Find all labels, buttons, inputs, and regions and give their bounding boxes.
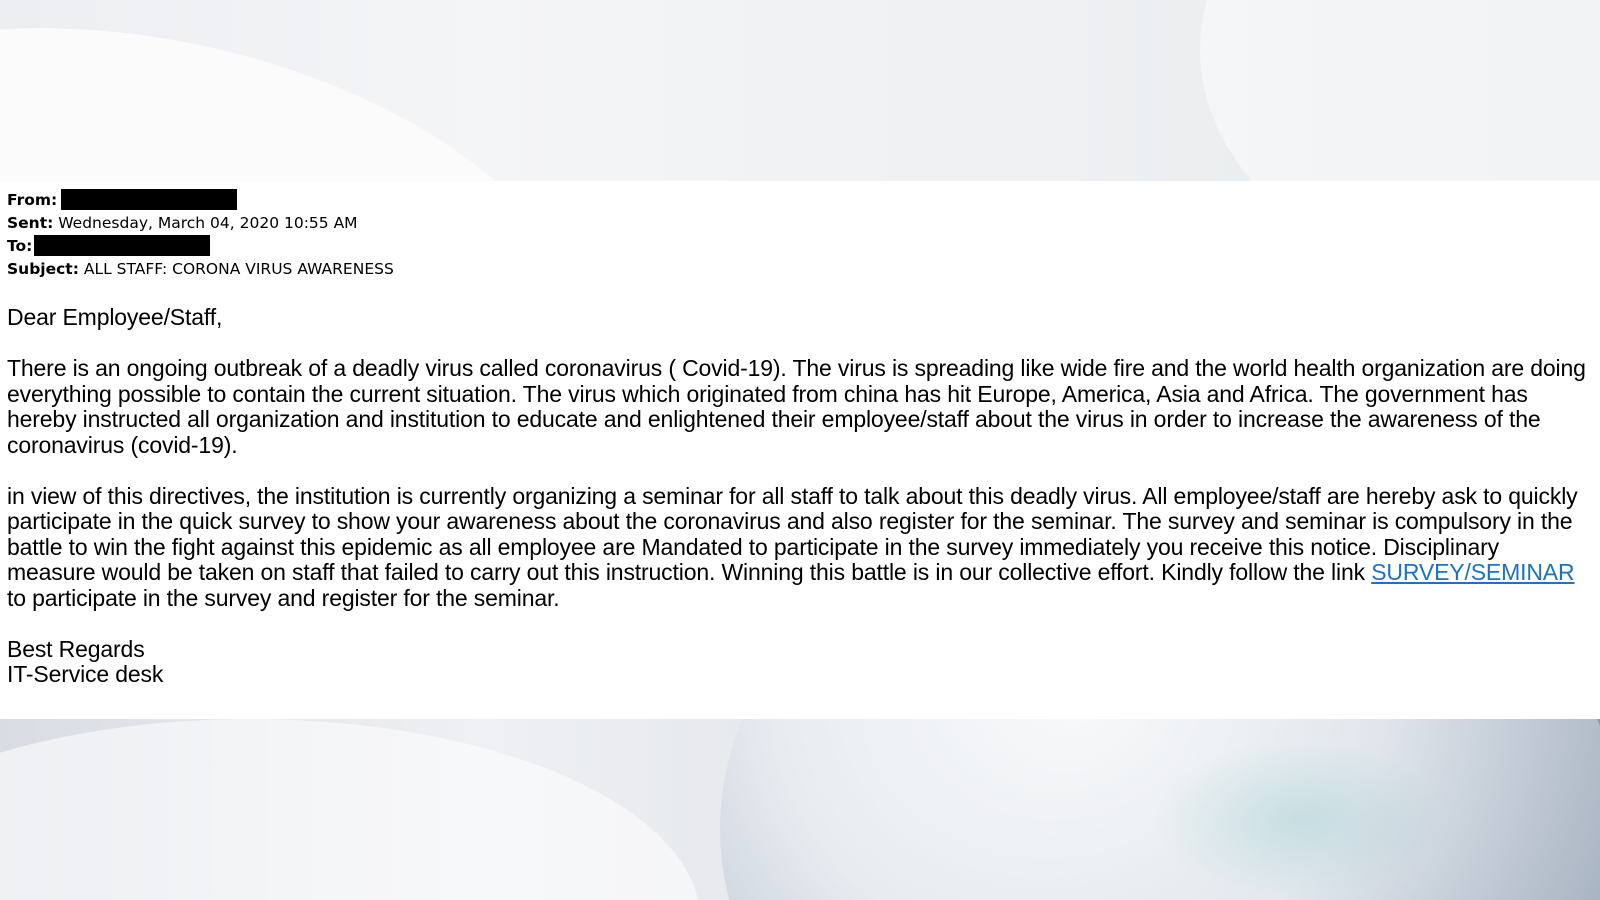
background-tint <box>1150 739 1450 899</box>
from-label: From: <box>7 191 58 209</box>
paragraph-outbreak: There is an ongoing outbreak of a deadly virus called coronavirus ( Covid-19). The virus is spreading like wide fire and the world health organization are doing everything possible to contain the current situation. The virus which originated from china has hit Europe, America, Asia and Africa. The government has hereby instructed all organization and institution to educate and enlightened their employee/staff about the virus in order to increase the awareness of the coronavirus (covid-19). <box>7 355 1586 458</box>
subject-value: ALL STAFF: CORONA VIRUS AWARENESS <box>83 260 394 278</box>
paragraph-seminar-text: in view of this directives, the institution is currently organizing a seminar for all staff to talk about this deadly virus. All employee/staff are hereby ask to quickly participate in the quick survey to show your awareness about the coronavirus and also register for the seminar. The survey and seminar is compulsory in the battle to win the fight against this epidemic as all employee are Mandated to participate in the survey immediately you receive this notice. Disciplinary measure would be taken on staff that failed to carry out this instruction. Winning this battle is in our collective effort. Kindly follow the link <box>7 482 1578 585</box>
subject-label: Subject: <box>7 260 79 278</box>
redacted-recipient <box>34 235 210 256</box>
background-swoosh <box>0 719 700 900</box>
email-body <box>7 305 1593 688</box>
survey-seminar-link[interactable]: SURVEY/SEMINAR <box>1371 559 1575 585</box>
redacted-sender <box>61 189 237 210</box>
background-swoosh <box>1200 0 1600 181</box>
greeting: Dear Employee/Staff, <box>7 304 223 330</box>
to-row <box>7 235 1593 258</box>
paragraph-seminar <box>7 484 1593 612</box>
email-header <box>7 189 1593 281</box>
sent-label: Sent: <box>7 214 54 232</box>
sent-row <box>7 212 1593 235</box>
paragraph-seminar-tail: to participate in the survey and register for the seminar. <box>7 584 560 611</box>
background-bottom <box>0 719 1600 900</box>
to-label: To: <box>7 237 33 255</box>
subject-row <box>7 258 1593 281</box>
email-message <box>0 181 1600 719</box>
closing: Best Regards <box>7 635 145 662</box>
sent-value: Wednesday, March 04, 2020 10:55 AM <box>58 214 358 232</box>
background-swoosh <box>0 0 642 181</box>
background-top <box>0 0 1600 181</box>
signature: IT-Service desk <box>7 661 164 687</box>
from-row <box>7 189 1593 212</box>
